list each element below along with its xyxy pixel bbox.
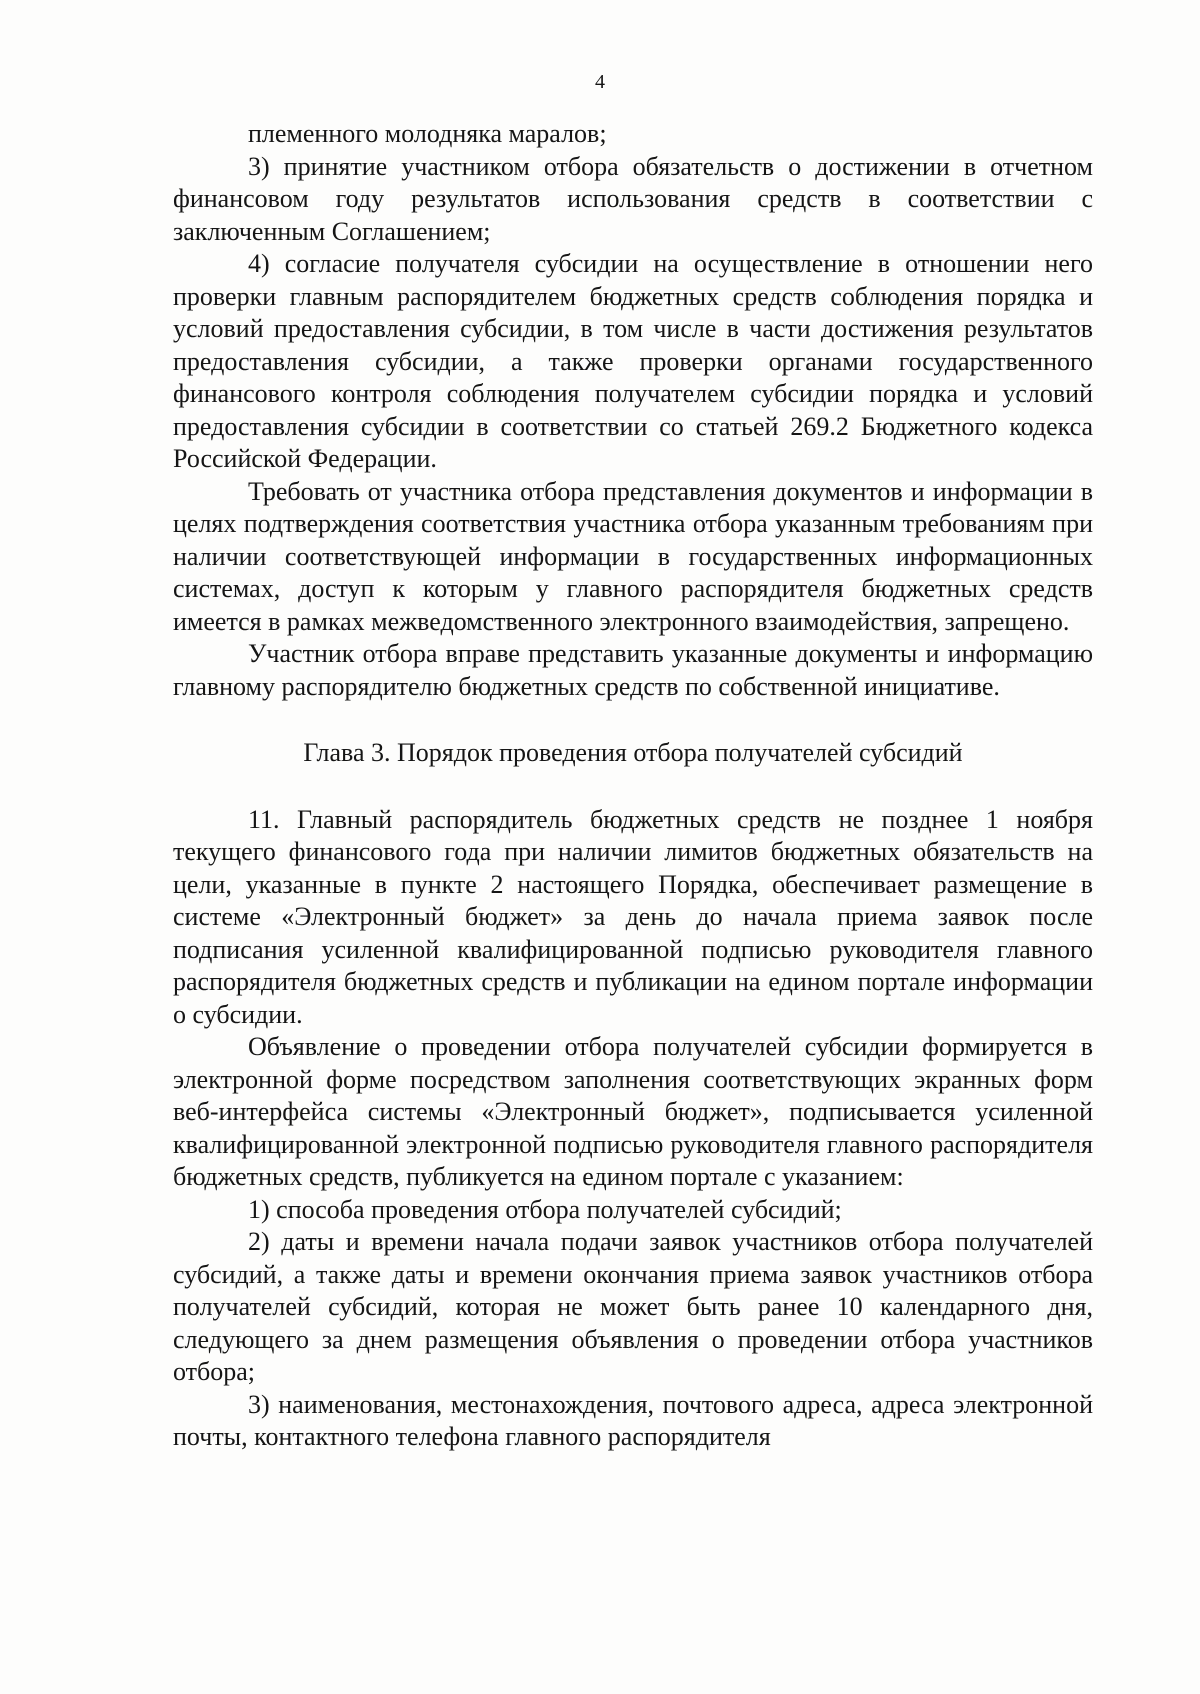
page-number: 4 [595,71,605,93]
paragraph-list-item-2: 2) даты и времени начала подачи заявок участников отбора получателей субсидий, а также даты и времени окончания приема заявок участников отбора получателей субсидий, которая не может быть ранее 10 календарного дня, следующего за днем размещения объявления о проведении отбора участников отбора; [173,1227,1093,1386]
spacer [173,703,1093,737]
paragraph-clause-11: 11. Главный распорядитель бюджетных средств не позднее 1 ноября текущего финансового года при наличии лимитов бюджетных обязательств на цели, указанные в пункте 2 настоящего Порядка, обеспечивает размещение в системе «Электронный бюджет» за день до начала приема заявок после подписания усиленной квалифицированной подписью руководителя главного распорядителя бюджетных средств и публикации на едином портале информации о субсидии. [173,804,1093,1029]
paragraph-prohibition: Требовать от участника отбора представления документов и информации в целях подтверждения соответствия участника отбора указанным требованиям при наличии соответствующей информации в государственных информационных системах, доступ к которым у главного распорядителя бюджетных средств имеется в рамках межведомственного электронного взаимодействия, запрещено. [173,476,1093,636]
paragraph-list-item-1: 1) способа проведения отбора получателей субсидий; [248,1194,842,1224]
paragraph-own-initiative: Участник отбора вправе представить указанные документы и информацию главному распорядителю бюджетных средств по собственной инициативе. [173,639,1093,701]
paragraph-item-3: 3) принятие участником отбора обязательств о достижении в отчетном финансовом году результатов использования средств в соответствии с заключенным Соглашением; [173,151,1093,246]
paragraph-announcement: Объявление о проведении отбора получателей субсидии формируется в электронной форме посредством заполнения соответствующих экранных форм веб-интерфейса системы «Электронный бюджет», подписывается усиленной квалифицированной электронной подписью руководителя главного распорядителя бюджетных средств, публикуется на едином портале с указанием: [173,1032,1093,1191]
paragraph-list-item-3: 3) наименования, местонахождения, почтового адреса, адреса электронной почты, контактного телефона главного распорядителя [173,1389,1093,1451]
chapter-heading: Глава 3. Порядок проведения отбора получателей субсидий [303,738,963,767]
paragraph-continuation: племенного молодняка маралов; [248,119,607,148]
paragraph-item-4: 4) согласие получателя субсидии на осуществление в отношении него проверки главным распорядителем бюджетных средств соблюдения порядка и условий предоставления субсидии, в том числе в части достижения результатов предоставления субсидии, а также проверки органами государственного финансового контроля соблюдения получателем субсидии порядка и условий предоставления субсидии в соответствии со статьей 269.2 Бюджетного кодекса Российской Федерации. [173,249,1093,473]
spacer [173,770,1093,804]
document-body [173,118,1093,1454]
